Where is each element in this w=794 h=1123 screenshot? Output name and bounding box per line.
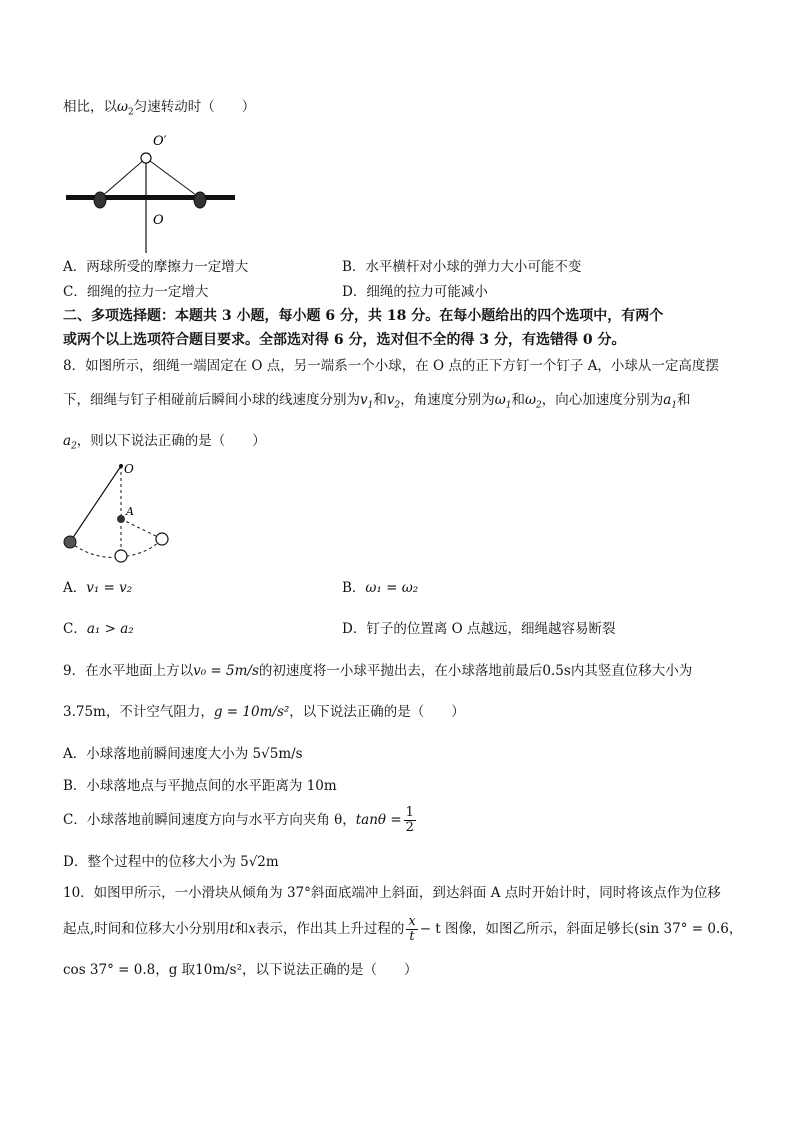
q8-v1: $v_1$	[360, 392, 374, 411]
q8-option-b: B．ω₁ = ω₂	[342, 580, 419, 596]
q8-pivot-o	[119, 464, 123, 468]
q10-fraction: $\frac{x}{t}$	[408, 914, 416, 944]
q8-label-a: A	[126, 505, 134, 518]
q9-line1: 9．在水平地面上方以v₀ = 5m/s的初速度将一小球平抛出去，在小球落地前最后0.5s内其竖直位移大小为	[63, 663, 693, 679]
q7-stem-suffix: 匀速转动时（ ）	[133, 99, 256, 115]
q9-v0: v₀ = 5m/s	[193, 663, 259, 679]
q8-w1: $\omega_1$	[494, 392, 512, 411]
q8-figure	[58, 460, 198, 570]
q7-option-c: C．细绳的拉力一定增大	[63, 284, 209, 300]
q7-label-axis: O	[153, 213, 164, 228]
q8-option-c-expr: a₁ > a₂	[86, 621, 134, 637]
q8-nail-string	[121, 519, 162, 539]
q8-line1: 8．如图所示，细绳一端固定在 O 点，另一端系一个小球，在 O 点的正下方钉一个钉子 A，小球从一定高度摆	[63, 358, 719, 374]
section2-line1: 二、多项选择题：本题共 3 小题，每小题 6 分，共 18 分。在每小题给出的四个选项中，有两个	[63, 308, 664, 324]
q8-ball-end	[156, 533, 168, 545]
q8-ball-start	[64, 536, 76, 548]
q8-a1: $a_1$	[663, 392, 678, 411]
q10-g: 10m/s²	[195, 962, 243, 978]
q7-horizontal-rod	[66, 195, 235, 200]
q8-label-o: O	[124, 462, 134, 476]
q8-line2	[63, 391, 691, 415]
q8-ball-bottom	[115, 550, 127, 562]
q8-and3: 和	[677, 392, 691, 408]
q8-nail-a	[117, 515, 125, 523]
q10-sin: sin 37° = 0.6	[639, 921, 729, 937]
q7-option-a: A．两球所受的摩擦力一定增大	[63, 259, 249, 275]
q7-omega: ω	[117, 99, 129, 115]
q8-v2: $v_2$	[386, 392, 401, 411]
q7-label-top: O′	[153, 134, 167, 149]
q7-option-b: B．水平横杆对小球的弹力大小可能不变	[342, 259, 582, 275]
q9-line2: 3.75m，不计空气阻力，g = 10m/s²，以下说法正确的是（ ）	[63, 704, 465, 720]
q8-and2: 和	[511, 392, 525, 408]
q10-t: t	[229, 921, 235, 937]
q10-cos: cos 37° = 0.8	[63, 962, 156, 978]
section2-line2: 或两个以上选项符合题目要求。全部选对得 6 分，选对但不全的得 3 分，有选错得 0 分。	[63, 332, 626, 348]
q8-line2-a: 下，细绳与钉子相碰前后瞬间小球的线速度分别为	[63, 392, 360, 408]
q10-x: x	[248, 921, 256, 937]
q8-option-a: A．v₁ = v₂	[63, 580, 133, 596]
q7-right-ball	[194, 192, 206, 208]
q9-g: g = 10m/s²	[213, 704, 290, 720]
q8-option-b-expr: ω₁ = ω₂	[365, 580, 419, 596]
q10-line3: cos 37° = 0.8，g 取10m/s²，以下说法正确的是（ ）	[63, 962, 418, 978]
q7-figure	[60, 128, 300, 253]
q8-line3-text: ，则以下说法正确的是（ ）	[76, 433, 266, 449]
q9-option-b: B．小球落地点与平抛点间的水平距离为 10m	[63, 778, 337, 794]
q8-line2-c: ，向心加速度分别为	[541, 392, 664, 408]
q9-option-d: D．整个过程中的位移大小为 5√2m	[63, 854, 279, 870]
q9-fraction: $\frac{1}{2}$	[405, 805, 414, 835]
q9-option-c: C．小球落地前瞬间速度方向与水平方向夹角 θ，tanθ = $\frac{1}{2}$	[63, 805, 414, 835]
q8-a2: $a_2$	[63, 433, 77, 452]
q7-omega-sub: 2	[128, 107, 134, 118]
q10-line2: 起点,时间和位移大小分别用t和x表示，作出其上升过程的 $\frac{x}{t}$ − t 图像，如图乙所示，斜面足够长(sin 37° = 0.6，	[63, 914, 743, 944]
q7-left-string	[100, 158, 146, 198]
q7-option-d: D．细绳的拉力可能减小	[342, 284, 488, 300]
q7-stem-prefix: 相比，以	[63, 99, 117, 115]
q10-line1: 10．如图甲所示，一小滑块从倾角为 37°斜面底端冲上斜面，到达斜面 A 点时开始计时，同时将该点作为位移	[63, 885, 721, 901]
q9-option-a: A．小球落地前瞬间速度大小为 5√5m/s	[63, 746, 303, 762]
q7-left-ball	[94, 192, 106, 208]
q8-line3	[63, 432, 266, 456]
q8-line2-b: ，角速度分别为	[400, 392, 495, 408]
q9-height: 3.75m	[63, 704, 106, 720]
q8-and1: 和	[373, 392, 387, 408]
q8-option-d: D．钉子的位置离 O 点越远，细绳越容易断裂	[342, 621, 616, 637]
q8-w2: $\omega_2$	[525, 392, 542, 411]
q7-right-string	[146, 158, 200, 198]
q9-tan: tanθ =	[355, 812, 402, 828]
q7-pivot	[141, 153, 151, 163]
q7-stem	[63, 98, 255, 122]
q9-time: 0.5s	[542, 663, 571, 679]
q8-option-c: C．a₁ > a₂	[63, 621, 134, 637]
q8-option-a-expr: v₁ = v₂	[86, 580, 133, 596]
q8-pendulum-string	[70, 466, 121, 542]
